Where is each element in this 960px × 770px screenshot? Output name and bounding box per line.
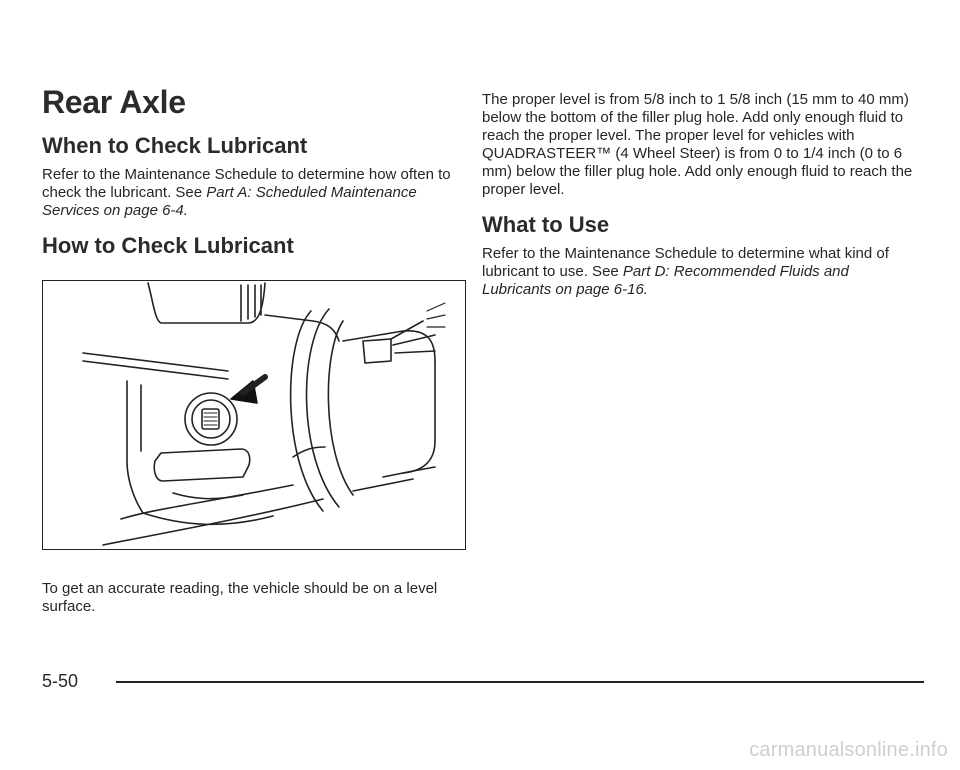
rear-axle-filler-plug-illustration [43,281,464,548]
how-to-check-heading: How to Check Lubricant [42,233,294,258]
maintenance-schedule-reference: Part A: Scheduled Maintenance Services on page 6-4. [42,184,417,219]
page-number: 5-50 [42,671,79,691]
reading-paragraph-block [42,580,466,616]
when-to-check-heading: When to Check Lubricant [42,133,308,158]
what-to-use-heading: What to Use [482,212,610,237]
watermark-text: carmanualsonline.info [749,739,948,761]
section-title: Rear Axle [42,84,186,120]
rear-axle-figure [42,280,466,550]
recommended-fluids-reference: Part D: Recommended Fluids and Lubricants on page 6-16. [482,263,849,298]
what-to-use-text-plain: Refer to the Maintenance Schedule to determine what kind of lubricant to use. See [482,245,889,280]
right-column [482,91,922,299]
when-to-check-text-plain: Refer to the Maintenance Schedule to determine how often to check the lubricant. See [42,166,451,201]
accurate-reading-text: To get an accurate reading, the vehicle should be on a level surface. [42,580,438,615]
what-to-use-text [482,245,922,299]
proper-level-text: The proper level is from 5/8 inch to 1 5/8 inch (15 mm to 40 mm) below the bottom of the filler plug hole. Add only enough fluid to reach the proper level. The proper level for vehicles with QUADRASTEER™ (4 Wheel Steer) is from 0 to 1/4 inch (0 to 6 mm) below the filler plug hole. Add only enough fluid to reach the proper level. [482,91,913,198]
when-to-check-text [42,166,466,220]
footer-divider [116,681,924,683]
left-column [42,82,466,266]
